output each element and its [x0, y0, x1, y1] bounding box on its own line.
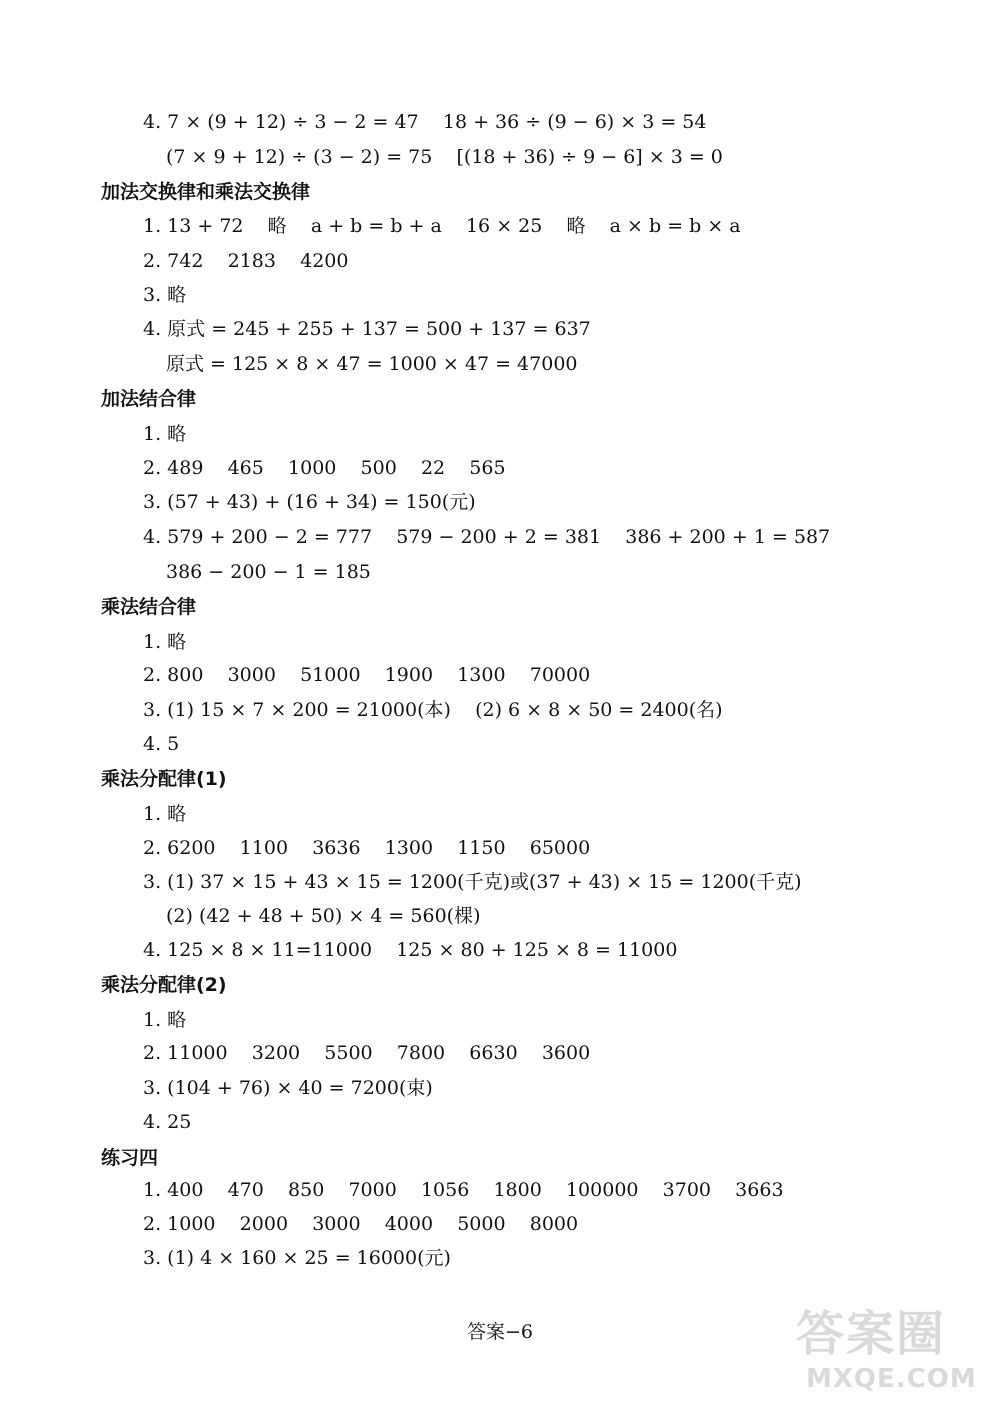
answer-line: 4. 579 + 200 − 2 = 777 579 − 200 + 2 = 381 386 + 200 + 1 = 587 [143, 526, 831, 548]
answer-line: 4. 25 [143, 1111, 192, 1133]
section-heading: 乘法结合律 [101, 596, 197, 618]
section-heading: 乘法分配律(2) [101, 974, 227, 996]
answer-line: 1. 13 + 72 略 a + b = b + a 16 × 25 略 a × b = b × a [143, 215, 741, 237]
answer-line: 原式 = 125 × 8 × 47 = 1000 × 47 = 47000 [166, 353, 578, 375]
page-number: 答案−6 [466, 1321, 533, 1343]
answer-line: 2. 489 465 1000 500 22 565 [143, 457, 506, 479]
answer-line: (7 × 9 + 12) ÷ (3 − 2) = 75 [(18 + 36) ÷ 9 − 6] × 3 = 0 [166, 146, 723, 168]
answer-line: 1. 略 [143, 423, 187, 445]
section-heading: 加法交换律和乘法交换律 [101, 181, 311, 203]
answer-line: 2. 11000 3200 5500 7800 6630 3600 [143, 1042, 591, 1064]
section-heading: 乘法分配律(1) [101, 768, 227, 790]
answer-line: 2. 6200 1100 3636 1300 1150 65000 [143, 837, 591, 859]
answer-line: 1. 略 [143, 803, 187, 825]
answer-line: 3. (104 + 76) × 40 = 7200(束) [143, 1077, 433, 1099]
answer-line: 2. 800 3000 51000 1900 1300 70000 [143, 664, 591, 686]
answer-line: (2) (42 + 48 + 50) × 4 = 560(棵) [166, 905, 481, 927]
answer-line: 4. 原式 = 245 + 255 + 137 = 500 + 137 = 637 [143, 318, 591, 340]
answer-line: 1. 400 470 850 7000 1056 1800 100000 3700 3663 [143, 1179, 784, 1201]
answer-line: 3. (57 + 43) + (16 + 34) = 150(元) [143, 491, 476, 513]
answer-line: 4. 5 [143, 733, 180, 755]
watermark-logo [796, 1306, 986, 1398]
answer-line: 3. (1) 4 × 160 × 25 = 16000(元) [143, 1247, 451, 1269]
answer-line: 4. 7 × (9 + 12) ÷ 3 − 2 = 47 18 + 36 ÷ (9 − 6) × 3 = 54 [143, 111, 707, 133]
answer-line: 1. 略 [143, 1009, 187, 1031]
answer-line: 1. 略 [143, 631, 187, 653]
watermark-title: 答案圈 [796, 1306, 947, 1362]
section-heading: 练习四 [101, 1147, 159, 1169]
section-heading: 加法结合律 [101, 388, 197, 410]
watermark-url: MXQE.COM [806, 1364, 977, 1394]
answer-line: 3. 略 [143, 284, 187, 306]
answer-line: 2. 1000 2000 3000 4000 5000 8000 [143, 1213, 579, 1235]
answer-line: 2. 742 2183 4200 [143, 250, 349, 272]
answer-line: 3. (1) 37 × 15 + 43 × 15 = 1200(千克)或(37 + 43) × 15 = 1200(千克) [143, 871, 802, 893]
answer-line: 3. (1) 15 × 7 × 200 = 21000(本) (2) 6 × 8 × 50 = 2400(名) [143, 699, 723, 721]
answer-line: 4. 125 × 8 × 11=11000 125 × 80 + 125 × 8 = 11000 [143, 939, 678, 961]
answer-line: 386 − 200 − 1 = 185 [166, 561, 371, 583]
